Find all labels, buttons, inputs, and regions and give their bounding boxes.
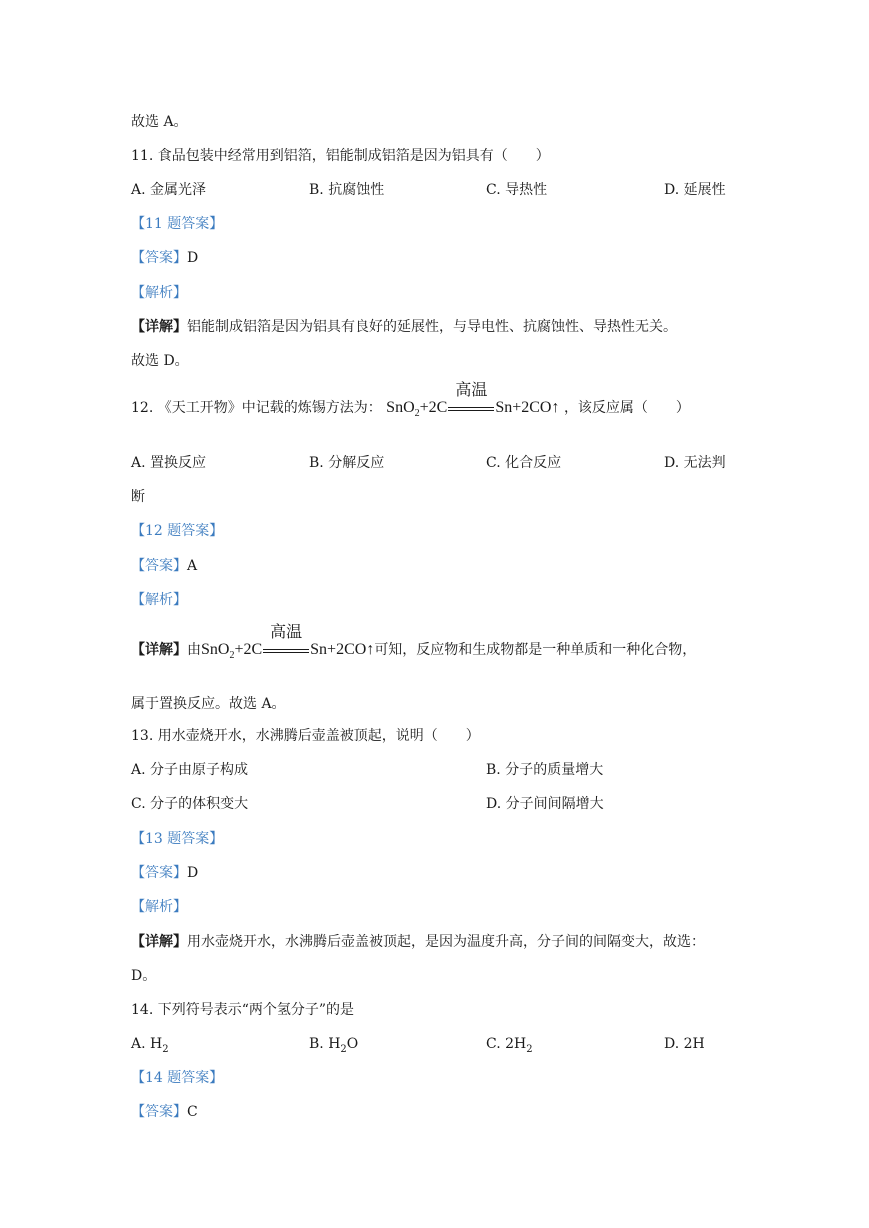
q14-option-c: C. $2H_2$: [486, 1036, 533, 1055]
eq-left: SnO: [201, 641, 230, 658]
question-11: 11. 食品包装中经常用到铝箔，铝能制成铝箔是因为铝具有（ ）: [131, 148, 550, 164]
q11-option-b: B. 抗腐蚀性: [309, 182, 385, 198]
q12-stem-post: ，该反应属（ ）: [563, 400, 690, 416]
q11-option-d: D. 延展性: [664, 182, 726, 198]
q14-answer: [131, 1102, 198, 1122]
text-line: 故选 A。: [131, 114, 188, 130]
q12-option-c: C. 化合反应: [486, 455, 562, 471]
eq-condition: 高温: [455, 382, 488, 400]
detail-label: 【详解】: [131, 642, 187, 658]
q13-conclusion: D。: [131, 968, 157, 984]
q12-explanation: [131, 624, 697, 666]
q11-conclusion: 故选 D。: [131, 353, 189, 369]
question-14: 14. 下列符号表示“两个氢分子”的是: [131, 1002, 355, 1018]
detail-text: 用水壶烧开水，水沸腾后壶盖被顶起，是因为温度升高，分子间的间隔变大，故选：: [187, 934, 705, 950]
q13-option-a: A. 分子由原子构成: [131, 762, 249, 778]
answer-label: 【答案】: [131, 558, 187, 574]
q14-option-d: D. 2H: [664, 1036, 705, 1052]
eq-right: Sn+2CO: [310, 641, 367, 658]
q11-answer-tag: 【11 题答案】: [131, 216, 224, 232]
detail-label: 【详解】: [131, 934, 187, 950]
eq-right: Sn+2CO: [495, 399, 552, 416]
chemical-equation: [386, 382, 560, 419]
eq-condition: 高温: [270, 624, 303, 642]
q11-option-a: A. 金属光泽: [131, 182, 207, 198]
detail-label: 【详解】: [131, 319, 187, 335]
eq-plus: +2C: [419, 399, 448, 416]
answer-value: D: [187, 865, 199, 881]
answer-value: A: [187, 558, 198, 574]
reaction-condition: [448, 382, 494, 415]
answer-label: 【答案】: [131, 1104, 187, 1120]
reaction-condition: [263, 624, 309, 657]
gas-arrow-icon: ↑: [551, 399, 560, 416]
q13-analysis-label: 【解析】: [131, 899, 187, 915]
answer-value: C: [187, 1104, 198, 1120]
eq-left-sub: 2: [414, 408, 420, 419]
q14-option-a: A. $H_2$: [131, 1036, 169, 1055]
q13-answer-tag: 【13 题答案】: [131, 831, 224, 847]
detail-text: 铝能制成铝箔是因为铝具有良好的延展性，与导电性、抗腐蚀性、导热性无关。: [187, 319, 677, 335]
eq-plus: +2C: [234, 641, 263, 658]
q13-option-d: D. 分子间间隔增大: [486, 796, 604, 812]
q12-option-a: A. 置换反应: [131, 455, 207, 471]
detail-pre: 由: [187, 642, 201, 658]
q12-answer: [131, 556, 197, 576]
eq-left: SnO: [386, 399, 415, 416]
question-13: 13. 用水壶烧开水，水沸腾后壶盖被顶起，说明（ ）: [131, 728, 480, 744]
gas-arrow-icon: ↑: [366, 641, 375, 658]
q12-option-d-wrap: 断: [131, 489, 145, 505]
answer-value: D: [187, 250, 199, 266]
q14-answer-tag: 【14 题答案】: [131, 1070, 224, 1086]
q13-answer: [131, 863, 198, 883]
q12-option-d: D. 无法判: [664, 455, 726, 471]
q13-option-c: C. 分子的体积变大: [131, 796, 249, 812]
q12-conclusion: 属于置换反应。故选 A。: [131, 696, 286, 712]
q11-analysis-label: 【解析】: [131, 285, 187, 301]
q11-explanation: [131, 317, 677, 337]
chemical-equation: [201, 624, 375, 661]
q14-option-b: B. $H_2O$: [309, 1036, 359, 1055]
q13-explanation: [131, 932, 705, 952]
answer-label: 【答案】: [131, 250, 187, 266]
q11-option-c: C. 导热性: [486, 182, 548, 198]
answer-label: 【答案】: [131, 865, 187, 881]
q12-stem-pre: 12. 《天工开物》中记载的炼锡方法为：: [131, 400, 382, 416]
q12-option-b: B. 分解反应: [309, 455, 385, 471]
q11-answer: [131, 248, 198, 268]
q12-analysis-label: 【解析】: [131, 592, 187, 608]
question-12: [131, 382, 690, 424]
q13-option-b: B. 分子的质量增大: [486, 762, 604, 778]
q12-answer-tag: 【12 题答案】: [131, 523, 224, 539]
detail-post: 可知，反应物和生成物都是一种单质和一种化合物，: [374, 642, 697, 658]
eq-left-sub: 2: [229, 650, 235, 661]
